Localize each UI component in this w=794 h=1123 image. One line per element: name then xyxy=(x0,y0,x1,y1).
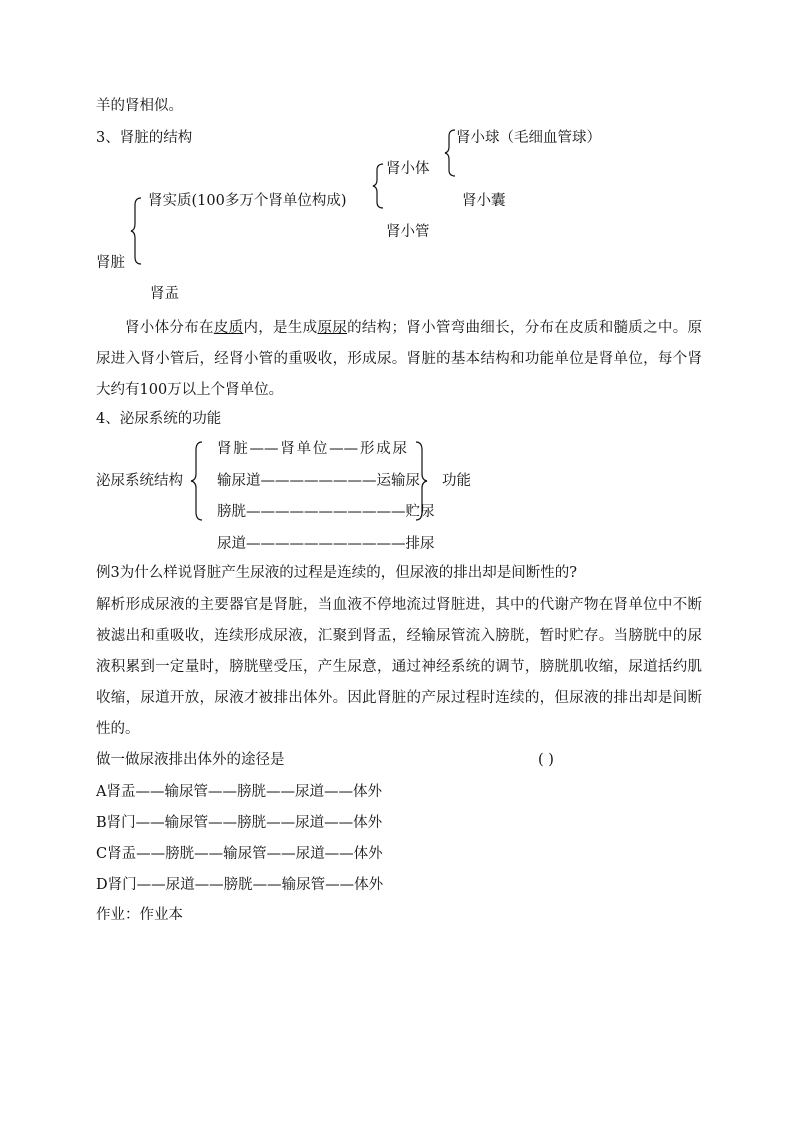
glomerulus-label: 肾小球（毛细血管球） xyxy=(456,130,601,146)
structure-left-brace xyxy=(190,440,204,522)
example-analysis: 解析形成尿液的主要器官是肾脏，当血液不停地流过肾脏进，其中的代谢产物在肾单位中不断被滤出和重吸收，连续形成尿液，汇聚到肾盂，经输尿管流入膀胱，暂时贮存。当膀胱中的尿液积累到一定量时，膀胱壁受压，产生尿意，通过神经系统的调节，膀胱肌收缩，尿道括约肌收缩，尿道开放，尿液才被排出体外。因此肾脏的产尿过程时连续的，但尿液的排出却是间断性的。 xyxy=(96,597,702,737)
option-b: B肾门——输尿管——膀胱——尿道——体外 xyxy=(96,815,383,831)
intro-line: 羊的肾相似。 xyxy=(96,98,183,114)
system-row-ureter: 输尿道————————运输尿 xyxy=(217,473,420,489)
option-c: C肾盂——膀胱——输尿管——尿道——体外 xyxy=(96,846,383,862)
cortex-term: 皮质 xyxy=(213,320,244,336)
kidney-brace xyxy=(130,196,144,266)
renal-pelvis-label: 肾盂 xyxy=(150,286,179,302)
section-3-heading: 3、肾脏的结构 xyxy=(96,130,193,146)
system-row-kidney: 肾脏——肾单位——形成尿 xyxy=(217,441,407,457)
renal-parenchyma-label: 肾实质(100多万个肾单位构成) xyxy=(148,193,347,209)
section-4-heading: 4、泌尿系统的功能 xyxy=(96,411,222,427)
option-a: A肾盂——输尿管——膀胱——尿道——体外 xyxy=(96,784,382,800)
structure-paragraph: 肾小体分布在皮质内，是生成原尿的结构；肾小管弯曲细长，分布在皮质和髓质之中。原尿进入肾小管后，经肾小管的重吸收，形成尿。肾脏的基本结构和功能单位是肾单位，每个肾大约有100万以上个肾单位。 xyxy=(96,320,703,398)
function-right-brace xyxy=(414,440,428,522)
urinary-structure-label: 泌尿系统结构 xyxy=(96,473,183,489)
answer-bracket: ( ) xyxy=(538,752,554,768)
primary-urine-term: 原尿 xyxy=(317,320,348,336)
function-label: 功能 xyxy=(442,473,471,489)
renal-corpuscle-label: 肾小体 xyxy=(386,161,430,177)
option-d: D肾门——尿道——膀胱——输尿管——体外 xyxy=(96,877,384,893)
system-row-urethra: 尿道———————————排尿 xyxy=(217,536,435,552)
homework-line: 作业：作业本 xyxy=(96,907,183,923)
exercise-prompt: 做一做尿液排出体外的途径是 xyxy=(96,752,285,768)
renal-capsule-label: 肾小囊 xyxy=(462,193,506,209)
corpuscle-tubule-brace xyxy=(372,162,386,210)
kidney-label: 肾脏 xyxy=(96,255,125,271)
glomerulus-capsule-brace xyxy=(444,128,458,178)
renal-tubule-label: 肾小管 xyxy=(386,224,430,240)
example-question: 例3为什么样说肾脏产生尿液的过程是连续的，但尿液的排出却是间断性的? xyxy=(96,565,577,581)
system-row-bladder: 膀胱———————————贮尿 xyxy=(217,504,435,520)
